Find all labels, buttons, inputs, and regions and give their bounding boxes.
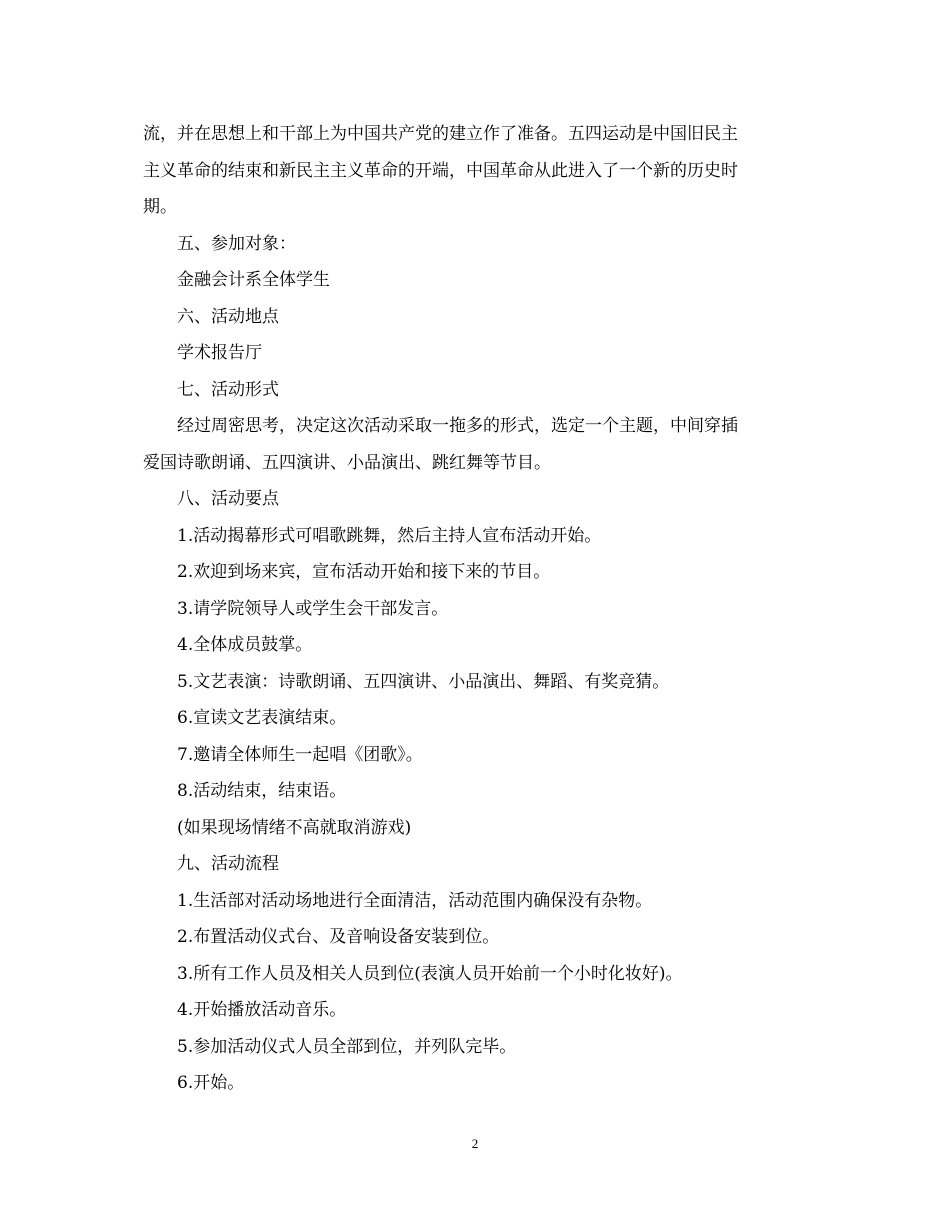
intro-line: 主义革命的结束和新民主主义革命的开端，中国革命从此进入了一个新的历史时 bbox=[143, 160, 738, 181]
section-heading-location: 六、活动地点 bbox=[177, 306, 279, 327]
key-point-item: 5.文艺表演：诗歌朗诵、五四演讲、小品演出、舞蹈、有奖竞猜。 bbox=[177, 671, 670, 692]
form-text-line: 爱国诗歌朗诵、五四演讲、小品演出、跳红舞等节目。 bbox=[143, 452, 551, 473]
key-point-item: 4.全体成员鼓掌。 bbox=[177, 635, 313, 655]
section-heading-participants: 五、参加对象： bbox=[177, 233, 296, 254]
document-body bbox=[143, 116, 805, 1102]
key-point-note: (如果现场情绪不高就取消游戏) bbox=[177, 817, 412, 838]
key-point-item: 6.宣读文艺表演结束。 bbox=[177, 708, 347, 728]
section-heading-key-points: 八、活动要点 bbox=[177, 489, 279, 509]
intro-line: 期。 bbox=[143, 197, 177, 217]
process-item: 4.开始播放活动音乐。 bbox=[177, 1000, 347, 1020]
key-point-item: 1.活动揭幕形式可唱歌跳舞，然后主持人宣布活动开始。 bbox=[177, 525, 602, 546]
page-number: 2 bbox=[471, 1136, 479, 1151]
key-point-item: 8.活动结束，结束语。 bbox=[177, 781, 347, 801]
process-item: 2.布置活动仪式台、及音响设备安装到位。 bbox=[177, 927, 500, 947]
process-item: 1.生活部对活动场地进行全面清洁，活动范围内确保没有杂物。 bbox=[177, 890, 653, 911]
process-item: 5.参加活动仪式人员全部到位，并列队完毕。 bbox=[177, 1036, 517, 1057]
intro-line: 流，并在思想上和干部上为中国共产党的建立作了准备。五四运动是中国旧民主 bbox=[143, 124, 738, 144]
section-heading-process: 九、活动流程 bbox=[177, 854, 279, 874]
location-text: 学术报告厅 bbox=[177, 343, 262, 363]
process-item: 3.所有工作人员及相关人员到位(表演人员开始前一个小时化妆好)。 bbox=[177, 963, 683, 984]
key-point-item: 2.欢迎到场来宾，宣布活动开始和接下来的节目。 bbox=[177, 562, 551, 582]
participants-text: 金融会计系全体学生 bbox=[177, 270, 330, 290]
process-item: 6.开始。 bbox=[177, 1073, 245, 1093]
form-text-line: 经过周密思考，决定这次活动采取一拖多的形式，选定一个主题，中间穿插 bbox=[177, 416, 738, 436]
section-heading-form: 七、活动形式 bbox=[177, 379, 279, 400]
key-point-item: 7.邀请全体师生一起唱《团歌》。 bbox=[177, 744, 423, 765]
key-point-item: 3.请学院领导人或学生会干部发言。 bbox=[177, 598, 449, 619]
